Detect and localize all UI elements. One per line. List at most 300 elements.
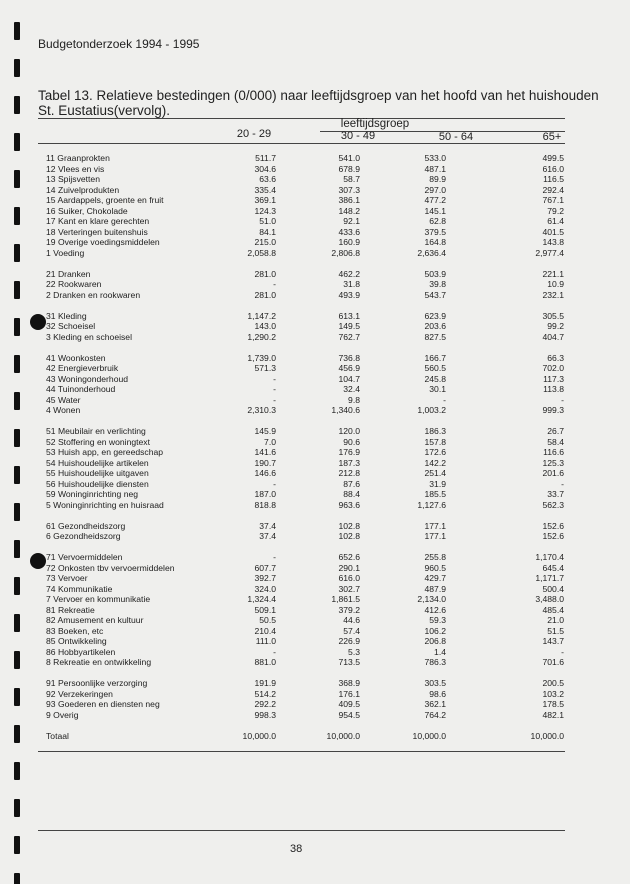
binding-hole xyxy=(14,392,20,410)
binding-hole xyxy=(14,873,20,884)
binding-hole xyxy=(14,540,20,558)
binding-hole xyxy=(14,244,20,262)
cell-value: 652.6 xyxy=(338,552,360,562)
table-row xyxy=(46,164,566,175)
cell-value: 117.3 xyxy=(543,373,564,384)
cell-value: 190.7 xyxy=(254,457,276,468)
row-label: 4 Wonen xyxy=(46,405,81,415)
cell-value: 226.9 xyxy=(338,636,360,646)
cell-value: 176.9 xyxy=(338,447,360,457)
table-row xyxy=(46,647,566,658)
cell-value: 116.5 xyxy=(543,174,564,184)
column-header: 30 - 49 xyxy=(340,130,376,142)
cell-value: 2,310.3 xyxy=(247,405,276,415)
row-label: 81 Rekreatie xyxy=(46,604,95,615)
row-label: 9 Overig xyxy=(46,709,79,720)
table-row xyxy=(46,468,566,479)
table-row xyxy=(46,710,566,721)
cell-value: 10.9 xyxy=(547,279,564,289)
cell-value: 541.0 xyxy=(338,153,360,163)
cell-value: 487.9 xyxy=(424,583,446,594)
cell-value: 616.0 xyxy=(542,163,564,174)
cell-value: 379.5 xyxy=(424,226,446,237)
cell-value: 59.3 xyxy=(429,615,446,625)
row-label: 5 Woninginrichting en huisraad xyxy=(46,499,164,510)
cell-value: 145.9 xyxy=(254,426,276,436)
row-label: 91 Persoonlijke verzorging xyxy=(46,678,148,688)
cell-value: 543.7 xyxy=(424,289,446,300)
cell-value: 297.0 xyxy=(424,184,446,195)
binding-hole xyxy=(14,466,20,484)
table-row xyxy=(46,489,566,500)
row-label: 93 Goederen en diensten neg xyxy=(46,699,160,709)
cell-value: 290.1 xyxy=(338,562,360,573)
table-row xyxy=(46,563,566,574)
cell-value: 142.2 xyxy=(424,457,446,468)
row-label: 83 Boeken, etc xyxy=(46,625,104,636)
binding-hole xyxy=(14,836,20,854)
cell-value: 37.4 xyxy=(259,520,276,531)
row-label: 53 Huish app, en gereedschap xyxy=(46,447,164,457)
cell-value: 404.7 xyxy=(542,331,564,342)
table-row xyxy=(46,395,566,406)
cell-value: 379.2 xyxy=(338,604,360,615)
cell-value: 99.2 xyxy=(547,321,564,331)
table-row xyxy=(46,174,566,185)
cell-value: 212.8 xyxy=(338,468,360,478)
row-label: 2 Dranken en rookwaren xyxy=(46,289,141,300)
table-row xyxy=(46,332,566,343)
cell-value: 764.2 xyxy=(424,709,446,720)
table-row xyxy=(46,216,566,227)
cell-value: 152.6 xyxy=(542,531,564,541)
cell-value: 143.7 xyxy=(542,636,564,646)
cell-value: 281.0 xyxy=(254,268,276,279)
cell-value: 51.0 xyxy=(259,216,276,226)
cell-value: 412.6 xyxy=(424,604,446,615)
cell-value: 149.5 xyxy=(338,321,360,331)
cell-value: 2,058.8 xyxy=(247,247,276,258)
cell-value: 1,340.6 xyxy=(331,405,360,415)
cell-value: 125.3 xyxy=(542,457,564,468)
row-label: 6 Gezondheidszorg xyxy=(46,531,121,541)
cell-value: 79.2 xyxy=(547,205,564,216)
table-row xyxy=(46,426,566,437)
binding-hole xyxy=(14,281,20,299)
row-label: 71 Vervoermiddelen xyxy=(46,552,123,562)
cell-value: 37.4 xyxy=(259,531,276,541)
table-row xyxy=(46,552,566,563)
cell-value: 191.9 xyxy=(254,678,276,688)
table-row xyxy=(46,227,566,238)
table-row xyxy=(46,731,566,742)
table-row xyxy=(46,279,566,290)
cell-value: 1,003.2 xyxy=(417,405,446,415)
spacer-row xyxy=(46,258,566,269)
cell-value: 62.8 xyxy=(429,216,446,226)
table-row xyxy=(46,405,566,416)
table-row xyxy=(46,321,566,332)
cell-value: 255.8 xyxy=(424,552,446,562)
row-label: 14 Zuivelprodukten xyxy=(46,184,120,195)
cell-value: 120.0 xyxy=(338,426,360,436)
spacer-row xyxy=(46,342,566,353)
cell-value: 98.6 xyxy=(429,688,446,699)
cell-value: 307.3 xyxy=(338,184,360,195)
row-label: 21 Dranken xyxy=(46,268,91,279)
cell-value: 39.8 xyxy=(429,279,446,289)
row-label: 1 Voeding xyxy=(46,247,85,258)
cell-value: 10,000.0 xyxy=(242,730,276,741)
cell-value: 493.9 xyxy=(338,289,360,300)
cell-value: 509.1 xyxy=(254,604,276,615)
row-label: 74 Kommunikatie xyxy=(46,583,113,594)
cell-value: - xyxy=(273,478,276,489)
table-row xyxy=(46,353,566,364)
binding-hole xyxy=(14,429,20,447)
cell-value: - xyxy=(561,478,564,489)
cell-value: 616.0 xyxy=(338,573,360,583)
row-label: 16 Suiker, Chokolade xyxy=(46,205,128,216)
cell-value: 51.5 xyxy=(547,625,564,636)
cell-value: 409.5 xyxy=(338,699,360,709)
row-label: 15 Aardappels, groente en fruit xyxy=(46,195,164,205)
table-row xyxy=(46,185,566,196)
cell-value: 292.4 xyxy=(542,184,564,195)
punch-hole xyxy=(30,553,46,569)
cell-value: 1,861.5 xyxy=(331,594,360,604)
cell-value: 58.7 xyxy=(343,174,360,184)
cell-value: 701.6 xyxy=(542,657,564,667)
table-row xyxy=(46,384,566,395)
binding-hole xyxy=(14,59,20,77)
table-row xyxy=(46,363,566,374)
cell-value: 66.3 xyxy=(547,352,564,363)
table-row xyxy=(46,605,566,616)
cell-value: 1,171.7 xyxy=(535,573,564,583)
table-row xyxy=(46,290,566,301)
running-header: Budgetonderzoek 1994 - 1995 xyxy=(38,37,200,51)
cell-value: 511.7 xyxy=(255,153,276,163)
cell-value: 58.4 xyxy=(547,436,564,447)
cell-value: 3,488.0 xyxy=(535,594,564,604)
cell-value: 607.7 xyxy=(254,562,276,573)
cell-value: 57.4 xyxy=(343,625,360,636)
punch-hole xyxy=(30,314,46,330)
cell-value: 5.3 xyxy=(348,646,360,657)
cell-value: 104.7 xyxy=(338,373,360,384)
header-rule xyxy=(38,143,565,144)
cell-value: 2,977.4 xyxy=(535,247,564,258)
table-row xyxy=(46,248,566,259)
cell-value: 103.2 xyxy=(542,688,564,699)
cell-value: 499.5 xyxy=(542,153,564,163)
cell-value: 10,000.0 xyxy=(412,730,446,741)
cell-value: 514.2 xyxy=(254,688,276,699)
table-row xyxy=(46,689,566,700)
row-label: 19 Overige voedingsmiddelen xyxy=(46,237,160,247)
cell-value: 21.0 xyxy=(547,615,564,625)
cell-value: 176.1 xyxy=(338,688,360,699)
cell-value: 160.9 xyxy=(338,237,360,247)
binding-hole xyxy=(14,614,20,632)
row-label: 13 Spijsvetten xyxy=(46,174,100,184)
table-row xyxy=(46,531,566,542)
spacer-row xyxy=(46,668,566,679)
binding-hole xyxy=(14,170,20,188)
row-label: 44 Tuinonderhoud xyxy=(46,384,116,394)
cell-value: 503.9 xyxy=(424,268,446,279)
cell-value: 736.8 xyxy=(338,352,360,363)
cell-value: 177.1 xyxy=(424,531,446,541)
cell-value: 148.2 xyxy=(338,205,360,216)
cell-value: 245.8 xyxy=(424,373,446,384)
cell-value: 429.7 xyxy=(424,573,446,583)
cell-value: 562.3 xyxy=(542,499,564,510)
cell-value: 221.1 xyxy=(542,268,564,279)
cell-value: 124.3 xyxy=(254,205,276,216)
cell-value: 1,324.4 xyxy=(247,594,276,604)
spacer-row xyxy=(46,300,566,311)
cell-value: 324.0 xyxy=(254,583,276,594)
cell-value: 89.9 xyxy=(429,174,446,184)
table-row xyxy=(46,269,566,280)
table-row xyxy=(46,636,566,647)
cell-value: 999.3 xyxy=(542,405,564,415)
cell-value: 7.0 xyxy=(264,436,276,447)
row-label: 52 Stoffering en woningtext xyxy=(46,436,150,447)
column-header: 20 - 29 xyxy=(236,128,272,140)
cell-value: 50.5 xyxy=(259,615,276,625)
cell-value: 623.9 xyxy=(424,310,446,321)
row-label: 55 Huishoudelijke uitgaven xyxy=(46,468,149,478)
cell-value: 482.1 xyxy=(542,709,564,720)
cell-value: 141.6 xyxy=(254,447,276,457)
table-row xyxy=(46,195,566,206)
cell-value: - xyxy=(273,646,276,657)
row-label: 85 Ontwikkeling xyxy=(46,636,107,646)
row-label: 41 Woonkosten xyxy=(46,352,106,363)
row-label: 17 Kant en klare gerechten xyxy=(46,216,150,226)
cell-value: 702.0 xyxy=(542,363,564,373)
cell-value: 102.8 xyxy=(338,531,360,541)
table-row xyxy=(46,374,566,385)
row-label: 72 Onkosten tbv vervoermiddelen xyxy=(46,562,175,573)
binding-hole xyxy=(14,503,20,521)
binding-hole xyxy=(14,651,20,669)
row-label: 86 Hobbyartikelen xyxy=(46,646,116,657)
table-row xyxy=(46,615,566,626)
cell-value: 143.0 xyxy=(254,321,276,331)
cell-value: 281.0 xyxy=(254,289,276,300)
cell-value: 92.1 xyxy=(343,216,360,226)
cell-value: 143.8 xyxy=(542,237,564,247)
column-header: 50 - 64 xyxy=(438,131,474,143)
cell-value: 116.6 xyxy=(543,447,564,457)
cell-value: 1,739.0 xyxy=(247,352,276,363)
row-label: 45 Water xyxy=(46,394,81,405)
table-row xyxy=(46,153,566,164)
cell-value: 303.5 xyxy=(424,678,446,688)
table-row xyxy=(46,500,566,511)
table-row xyxy=(46,678,566,689)
cell-value: 61.4 xyxy=(547,216,564,226)
table-row xyxy=(46,584,566,595)
binding-hole xyxy=(14,725,20,743)
cell-value: 210.4 xyxy=(254,625,276,636)
table-row xyxy=(46,437,566,448)
cell-value: 392.7 xyxy=(254,573,276,583)
cell-value: 1,127.6 xyxy=(417,499,446,510)
row-label: 61 Gezondheidszorg xyxy=(46,520,126,531)
cell-value: 500.4 xyxy=(542,583,564,594)
binding-hole xyxy=(14,799,20,817)
cell-value: 767.1 xyxy=(542,195,564,205)
cell-value: 963.6 xyxy=(338,499,360,510)
cell-value: 1,290.2 xyxy=(247,331,276,342)
cell-value: 304.6 xyxy=(254,163,276,174)
cell-value: 186.3 xyxy=(424,426,446,436)
cell-value: 164.8 xyxy=(424,237,446,247)
row-label: 59 Woninginrichting neg xyxy=(46,489,139,499)
binding-hole xyxy=(14,318,20,336)
row-label: 8 Rekreatie en ontwikkeling xyxy=(46,657,152,667)
cell-value: 166.7 xyxy=(424,352,446,363)
cell-value: 1,170.4 xyxy=(535,552,564,562)
cell-value: 818.8 xyxy=(254,499,276,510)
cell-value: 90.6 xyxy=(343,436,360,447)
row-label: 54 Huishoudelijke artikelen xyxy=(46,457,149,468)
cell-value: 106.2 xyxy=(424,625,446,636)
spacer-row xyxy=(46,720,566,731)
cell-value: 111.0 xyxy=(255,636,276,646)
cell-value: 456.9 xyxy=(338,363,360,373)
cell-value: 63.6 xyxy=(259,174,276,184)
cell-value: 178.5 xyxy=(542,699,564,709)
cell-value: 215.0 xyxy=(254,237,276,247)
cell-value: 88.4 xyxy=(343,489,360,499)
binding-hole xyxy=(14,96,20,114)
row-label: 43 Woningonderhoud xyxy=(46,373,129,384)
table-row xyxy=(46,521,566,532)
table-row xyxy=(46,447,566,458)
row-label: 22 Rookwaren xyxy=(46,279,102,289)
cell-value: 33.7 xyxy=(547,489,564,499)
cell-value: 157.8 xyxy=(424,436,446,447)
cell-value: 200.5 xyxy=(542,678,564,688)
cell-value: 87.6 xyxy=(343,478,360,489)
cell-value: 146.6 xyxy=(254,468,276,478)
binding-hole xyxy=(14,133,20,151)
cell-value: - xyxy=(273,394,276,405)
binding-hole xyxy=(14,22,20,40)
cell-value: 2,636.4 xyxy=(417,247,446,258)
row-label: 42 Energieverbruik xyxy=(46,363,119,373)
footer-rule xyxy=(38,830,565,831)
cell-value: 1.4 xyxy=(434,646,446,657)
cell-value: 10,000.0 xyxy=(530,730,564,741)
cell-value: - xyxy=(443,394,446,405)
cell-value: 251.4 xyxy=(424,468,446,478)
title-rule xyxy=(38,118,565,119)
cell-value: 145.1 xyxy=(424,205,446,216)
cell-value: 177.1 xyxy=(424,520,446,531)
cell-value: 462.2 xyxy=(338,268,360,279)
cell-value: 31.8 xyxy=(343,279,360,289)
cell-value: 485.4 xyxy=(542,604,564,615)
cell-value: 571.3 xyxy=(254,363,276,373)
table-row xyxy=(46,479,566,490)
row-label: 11 Graanprokten xyxy=(46,153,110,163)
row-label: 56 Huishoudelijke diensten xyxy=(46,478,149,489)
cell-value: 401.5 xyxy=(542,226,564,237)
table-bottom-rule xyxy=(38,751,565,752)
cell-value: 533.0 xyxy=(424,153,446,163)
cell-value: 433.6 xyxy=(338,226,360,237)
cell-value: 187.3 xyxy=(338,457,360,468)
table-row xyxy=(46,594,566,605)
table-title: Tabel 13. Relatieve bestedingen (0/000) naar leeftijdsgroep van het hoofd van het huishouden xyxy=(38,88,599,103)
page-number: 38 xyxy=(290,843,303,855)
binding-hole xyxy=(14,577,20,595)
cell-value: 362.1 xyxy=(424,699,446,709)
cell-value: - xyxy=(561,394,564,405)
binding-hole xyxy=(14,207,20,225)
row-label: 73 Vervoer xyxy=(46,573,88,583)
cell-value: 827.5 xyxy=(424,331,446,342)
cell-value: 292.2 xyxy=(254,699,276,709)
binding-hole xyxy=(14,355,20,373)
row-label: 51 Meubilair en verlichting xyxy=(46,426,146,436)
cell-value: 678.9 xyxy=(338,163,360,174)
cell-value: 881.0 xyxy=(254,657,276,667)
cell-value: 32.4 xyxy=(343,384,360,394)
cell-value: 305.5 xyxy=(542,310,564,321)
table-row xyxy=(46,699,566,710)
cell-value: 386.1 xyxy=(338,195,360,205)
cell-value: - xyxy=(561,646,564,657)
cell-value: 613.1 xyxy=(338,310,360,321)
cell-value: 713.5 xyxy=(338,657,360,667)
cell-value: 187.0 xyxy=(254,489,276,499)
cell-value: 152.6 xyxy=(542,520,564,531)
cell-value: 487.1 xyxy=(424,163,446,174)
row-label: 12 Vlees en vis xyxy=(46,163,105,174)
table-row xyxy=(46,311,566,322)
row-label: 32 Schoeisel xyxy=(46,321,96,331)
cell-value: 786.3 xyxy=(424,657,446,667)
cell-value: 206.8 xyxy=(424,636,446,646)
row-label: 92 Verzekeringen xyxy=(46,688,113,699)
row-label: 18 Verteringen buitenshuis xyxy=(46,226,148,237)
binding-hole xyxy=(14,688,20,706)
cell-value: 201.6 xyxy=(542,468,564,478)
cell-value: 998.3 xyxy=(254,709,276,720)
cell-value: 44.6 xyxy=(343,615,360,625)
table-row xyxy=(46,657,566,668)
cell-value: 2,806.8 xyxy=(331,247,360,258)
cell-value: 560.5 xyxy=(424,363,446,373)
group-header: leeftijdsgroep xyxy=(340,118,410,130)
cell-value: 302.7 xyxy=(338,583,360,594)
cell-value: 1,147.2 xyxy=(247,310,276,321)
cell-value: 368.9 xyxy=(338,678,360,688)
binding-hole xyxy=(14,762,20,780)
table-row xyxy=(46,458,566,469)
cell-value: 113.8 xyxy=(543,384,564,394)
cell-value: 477.2 xyxy=(424,195,446,205)
cell-value: - xyxy=(273,552,276,562)
